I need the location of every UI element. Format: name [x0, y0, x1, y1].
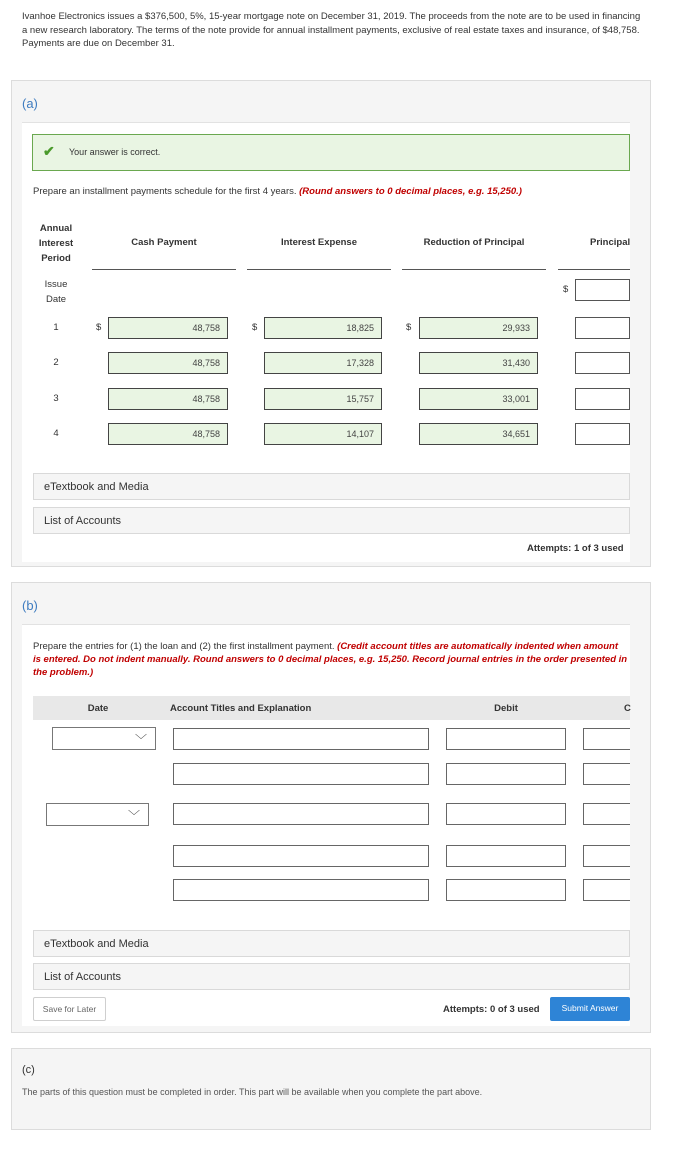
credit-input-1a[interactable]	[583, 728, 630, 750]
part-a-instruction	[33, 186, 633, 197]
etextbook-link[interactable]: eTextbook and Media	[33, 473, 630, 500]
part-c-message: The parts of this question must be completed in order. This part will be available when you complete the part above.	[22, 1087, 483, 1097]
header-period-line3: Period	[41, 253, 71, 264]
period-label: 3	[53, 393, 59, 404]
principal-input-2[interactable]	[575, 352, 630, 374]
save-for-later-button[interactable]: Save for Later	[33, 997, 106, 1021]
correct-feedback	[32, 134, 630, 171]
cash-payment-input-2[interactable]: 48,758	[108, 352, 228, 374]
attempts-count: Attempts: 0 of 3 used	[443, 1004, 540, 1015]
reduction-principal-input-1[interactable]: 29,933	[419, 317, 538, 339]
header-principal: Principal	[590, 237, 631, 248]
debit-input-1a[interactable]	[446, 728, 566, 750]
account-input-1b[interactable]	[173, 763, 429, 785]
chevron-down-icon: ﹀	[127, 809, 140, 823]
date-select-2[interactable]	[46, 803, 149, 826]
part-c-label: (c)	[22, 1064, 35, 1076]
cash-payment-input-1[interactable]: 48,758	[108, 317, 228, 339]
instruction-text: Prepare the entries for (1) the loan and (2) the first installment payment.	[33, 641, 338, 652]
cash-payment-input-4[interactable]: 48,758	[108, 423, 228, 445]
part-b-label: (b)	[22, 598, 38, 613]
header-period	[30, 221, 82, 266]
instruction-rounding: (Round answers to 0 decimal places, e.g. 15,250.)	[299, 186, 522, 197]
header-debit: Debit	[494, 703, 518, 714]
header-account-titles: Account Titles and Explanation	[170, 703, 312, 714]
list-of-accounts-link[interactable]: List of Accounts	[33, 507, 630, 534]
attempts-count: Attempts: 1 of 3 used	[527, 543, 624, 554]
credit-input-2c[interactable]	[583, 879, 630, 901]
header-underline-reduction	[402, 269, 546, 270]
account-input-2c[interactable]	[173, 879, 429, 901]
account-input-1a[interactable]	[173, 728, 429, 750]
principal-input-issue[interactable]	[575, 279, 630, 301]
etextbook-link[interactable]: eTextbook and Media	[33, 930, 630, 957]
header-credit: C	[624, 703, 631, 714]
account-input-2a[interactable]	[173, 803, 429, 825]
header-reduction-principal: Reduction of Principal	[423, 237, 525, 248]
period-label: 1	[53, 322, 59, 333]
reduction-principal-input-2[interactable]: 31,430	[419, 352, 538, 374]
header-underline-principal	[558, 269, 630, 270]
header-underline-cash	[92, 269, 236, 270]
issue-label-line2: Date	[45, 294, 67, 305]
interest-expense-input-2[interactable]: 17,328	[264, 352, 382, 374]
credit-input-1b[interactable]	[583, 763, 630, 785]
reduction-principal-input-3[interactable]: 33,001	[419, 388, 538, 410]
part-a-label: (a)	[22, 96, 38, 111]
header-cash-payment: Cash Payment	[131, 237, 197, 248]
account-input-2b[interactable]	[173, 845, 429, 867]
header-period-line1: Annual	[39, 223, 73, 234]
header-interest-expense: Interest Expense	[280, 237, 358, 248]
interest-expense-input-4[interactable]: 14,107	[264, 423, 382, 445]
cash-payment-input-3[interactable]: 48,758	[108, 388, 228, 410]
period-label: 4	[53, 428, 59, 439]
period-label: 2	[53, 357, 59, 368]
instruction-rules: (Credit account titles are automatically indented when amount is entered. Do not indent manually. Round answers to 0 decimal places, e.g. 15,250. Record journal entries in the order presented in the problem.)	[33, 641, 628, 678]
list-of-accounts-link[interactable]: List of Accounts	[33, 963, 630, 990]
header-underline-interest	[247, 269, 391, 270]
credit-input-2a[interactable]	[583, 803, 630, 825]
principal-input-4[interactable]	[575, 423, 630, 445]
date-select-1[interactable]	[52, 727, 156, 750]
submit-answer-button[interactable]: Submit Answer	[550, 997, 630, 1021]
header-period-line2: Interest	[38, 238, 74, 249]
feedback-text: Your answer is correct.	[69, 147, 161, 157]
interest-expense-input-3[interactable]: 15,757	[264, 388, 382, 410]
checkmark-icon: ✔	[43, 143, 55, 159]
dollar-sign: $	[563, 284, 569, 295]
problem-statement: Ivanhoe Electronics issues a $376,500, 5%, 15-year mortgage note on December 31, 2019. The proceeds from the note are to be used in financing a new research laboratory. The terms of the note provide for annual installment payments, exclusive of real estate taxes and insurance, of $48,758. Payments are due on December 31.	[22, 11, 641, 49]
credit-input-2b[interactable]	[583, 845, 630, 867]
reduction-principal-input-4[interactable]: 34,651	[419, 423, 538, 445]
principal-input-3[interactable]	[575, 388, 630, 410]
chevron-down-icon: ﹀	[134, 733, 147, 747]
dollar-sign: $	[406, 322, 412, 333]
dollar-sign: $	[96, 322, 102, 333]
principal-input-1[interactable]	[575, 317, 630, 339]
header-date: Date	[87, 703, 109, 714]
debit-input-2b[interactable]	[446, 845, 566, 867]
interest-expense-input-1[interactable]: 18,825	[264, 317, 382, 339]
debit-input-2c[interactable]	[446, 879, 566, 901]
debit-input-2a[interactable]	[446, 803, 566, 825]
issue-date-label	[30, 277, 82, 307]
part-b-instruction	[33, 640, 628, 679]
instruction-text: Prepare an installment payments schedule for the first 4 years.	[33, 186, 300, 197]
dollar-sign: $	[252, 322, 258, 333]
debit-input-1b[interactable]	[446, 763, 566, 785]
issue-label-line1: Issue	[44, 279, 68, 290]
